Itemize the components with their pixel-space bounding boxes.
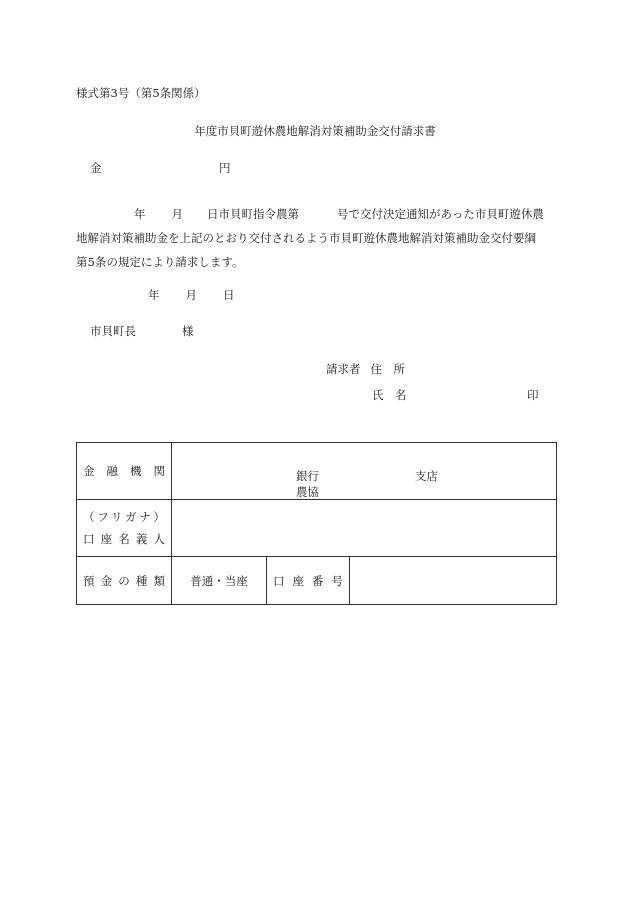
date-day: 日 xyxy=(223,288,235,302)
account-holder-field[interactable] xyxy=(172,500,557,557)
request-date xyxy=(148,290,235,302)
deposit-type-label: 預金の種類 xyxy=(77,557,172,605)
form-number: 様式第3号（第5条関係） xyxy=(76,86,206,100)
year-mark: 年 xyxy=(134,207,146,221)
paragraph-text-1b: 号で交付決定通知があった市貝町遊休農 xyxy=(337,207,544,221)
addressee xyxy=(90,326,194,338)
month-mark: 月 xyxy=(171,207,183,221)
deposit-type-value[interactable]: 普通・当座 xyxy=(172,557,267,605)
branch-text: 支店 xyxy=(415,469,438,483)
furigana-label: （フリガナ） xyxy=(83,510,165,524)
bank-text: 銀行 xyxy=(296,469,319,483)
seal-mark: 印 xyxy=(527,388,539,402)
addressee-honorific: 様 xyxy=(182,324,194,338)
paragraph-text-1a: 日市貝町指令農第 xyxy=(207,207,299,221)
bank-info-table xyxy=(76,442,557,605)
amount-label: 金 xyxy=(90,161,102,175)
address-label: 住 所 xyxy=(370,362,405,376)
requester-address-row xyxy=(326,364,405,376)
date-month: 月 xyxy=(185,288,197,302)
document-title: 年度市貝町遊休農地解消対策補助金交付請求書 xyxy=(194,124,436,138)
account-number-field[interactable] xyxy=(350,557,557,605)
paragraph-line-2: 地解消対策補助金を上記のとおり交付されるよう市貝町遊休農地解消対策補助金交付要綱 xyxy=(76,231,536,245)
account-number-label: 口座番号 xyxy=(267,557,350,605)
requester-label: 請求者 xyxy=(326,362,361,376)
institution-field[interactable] xyxy=(172,443,557,500)
institution-row xyxy=(77,443,557,500)
paragraph-line-3: 第5条の規定により請求します。 xyxy=(76,255,244,269)
amount-unit: 円 xyxy=(219,161,231,175)
deposit-row xyxy=(77,557,557,605)
addressee-name: 市貝町長 xyxy=(90,324,136,338)
request-paragraph xyxy=(76,202,562,274)
date-year: 年 xyxy=(148,288,160,302)
account-holder-label xyxy=(77,500,172,557)
requester-name-label: 氏 名 xyxy=(372,388,407,402)
paragraph-line-1 xyxy=(76,202,562,226)
account-holder-row xyxy=(77,500,557,557)
agri-coop-text: 農協 xyxy=(296,485,319,499)
institution-label: 金融機関 xyxy=(77,443,172,500)
account-holder-text: 口座名義人 xyxy=(83,532,165,546)
